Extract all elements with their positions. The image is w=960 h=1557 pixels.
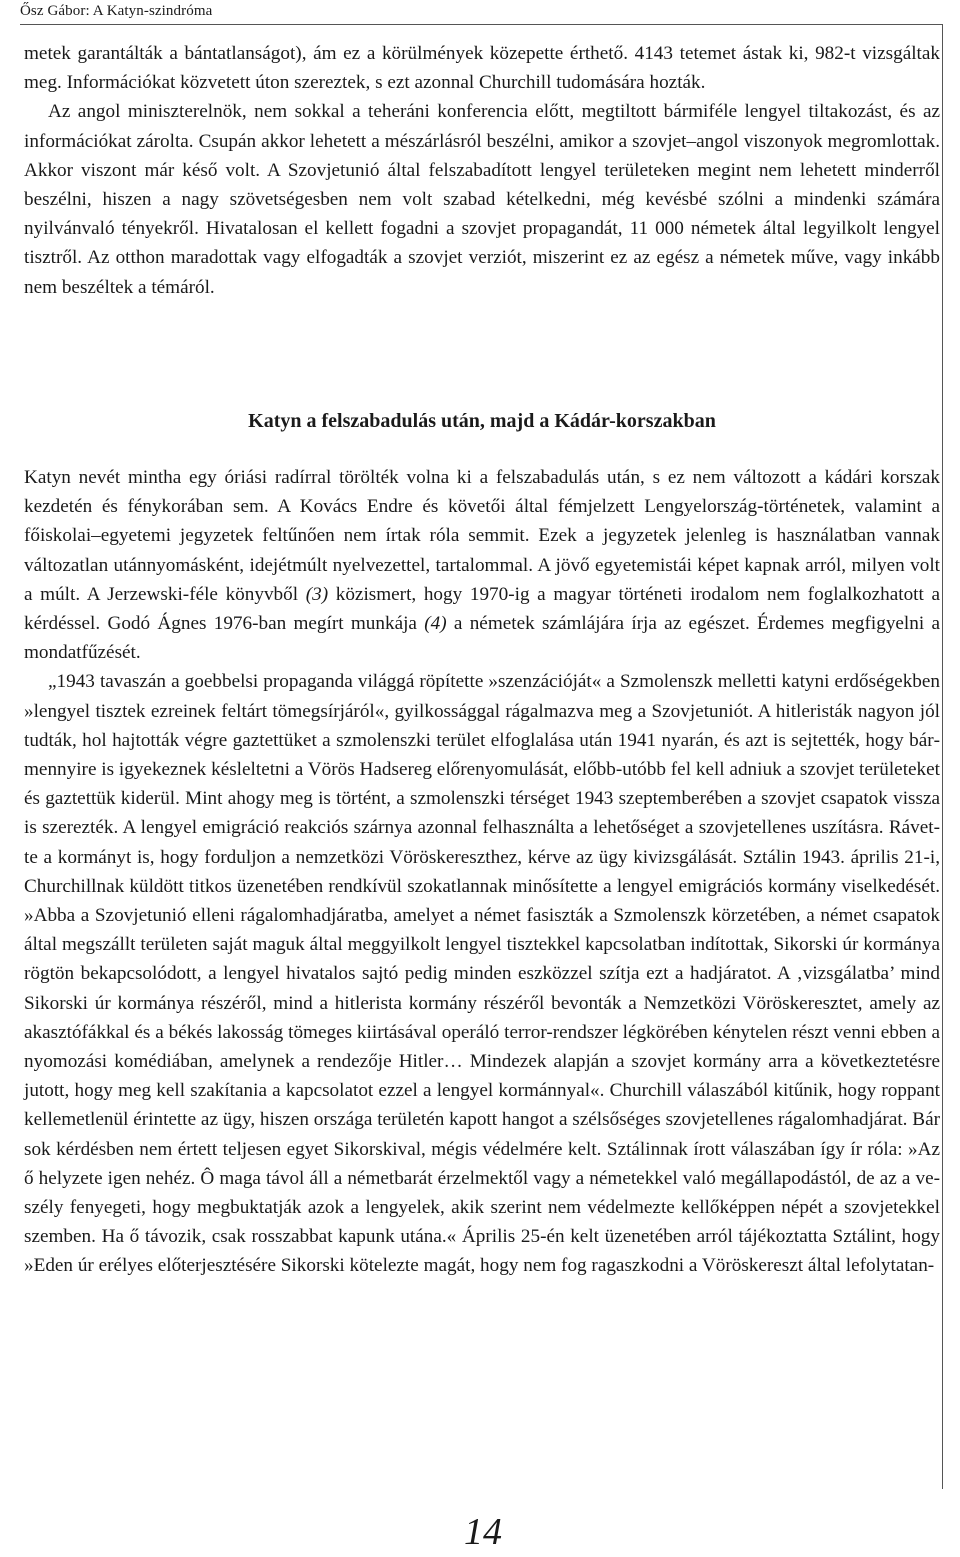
paragraph-text-part: a németek számlájára írja az egészet. Érdemes megfigyelni a mondatfűzését.: [24, 613, 940, 664]
paragraph-text-part: Katyn nevét mintha egy óriási radírral törölték volna ki a felszabadulás után, s ez nem változott a kádári korszak kezdetén és fénykorában sem. A Kovács Endre és követői által fémjelzett Lengyelország-történetek, valamint a főiskolai–egyetemi jegyzetek feltűnően nem írtak róla semmit. Ezek a jegyzetek jelenleg is használatban vannak változatlan utánnyomásként, idejétmúlt nyelvezettel, tartalommal. A jövő egyetemistái képet kapnak arról, milyen volt a múlt. A Jerzewski-féle könyvből: [24, 467, 940, 605]
reference-4: (4): [424, 613, 447, 635]
paragraph-katyn-erased: [24, 463, 940, 667]
running-head: Ősz Gábor: A Katyn-szindróma: [20, 3, 213, 19]
body-text-after-heading: [24, 463, 940, 1281]
margin-rule: [942, 24, 943, 1489]
body-text-before-heading: [24, 39, 940, 302]
section-heading: Katyn a felszabadulás után, majd a Kádár-korszakban: [248, 410, 716, 432]
paragraph-text-part: közismert, hogy 1970-ig a magyar történeti irodalom nem foglalkozhatott a kérdéssel. Godó Ágnes 1976-ban megírt munkája: [24, 583, 940, 635]
reference-3: (3): [305, 583, 329, 605]
page-number: 14: [464, 1511, 502, 1553]
header-rule: [20, 24, 942, 25]
paragraph-quotation: „1943 tavaszán a goebbelsi propaganda világgá röpítette »szenzációját« a Szmolenszk melletti katyni erdőségekben »lengyel tisztek ezreinek feltárt tömegsírjáról«, gyilkossággal rágalmazva meg a Szovjetuniót. A hitleristák nagyon jól tudták, hol hajtották végre gaztettüket a szmolenszki terület elfoglalása után 1941 nyarán, és azt is sejtették, hogy bármennyire is igyekeznek késleltetni a Vörös Hadsereg előrenyomulását, előbb-utóbb fel kell adniuk a szovjet területeket és gaztettük kiderül. Mint ahogy meg is történt, a szmolenszki térséget 1943 szeptemberében a szovjet csapatok vissza is szerezték. A lengyel emigráció reakciós szárnya azonnal felhasználta a lehetőséget a szovjetellenes uszításra. Rávette a kormányt is, hogy forduljon a nemzetközi Vöröskereszthez, kérve az ügy kivizsgálását. Sztálin 1943. április 21-i, Churchillnak küldött titkos üzenetében rendkívül szokatlannak minősítette a lengyel emigrációs kormány viselkedését. »Abba a Szovjetunió elleni rágalomhadjáratba, amelyet a német fasiszták a Szmolenszk körzetében, a német csapatok által megszállt területen saját maguk által meggyilkolt lengyel tisztekkel kapcsolatban indítottak, Sikorski úr kormánya rögtön bekapcsolódott, a lengyel hivatalos sajtó pedig minden eszközzel szítja ezt a hadjáratot. A ‚vizsgálatba’ mind Sikorski úr kormánya részéről, mind a hitlerista kormány részéről bevonták a Nemzetközi Vöröskeresztet, amely az akasztófákkal és a békés lakosság tömeges kiirtásával operáló terror-rendszer légkörében kénytelen részt venni ebben a nyomozási komédiában, amelynek a rendezője Hitler… Mindezek alapján a szovjet kormány arra a következtetésre jutott, hogy meg kell szakítania a kapcsolatot ezzel a lengyel kormánnyal«. Churchill válaszából kitűnik, hogy roppant kellemetlenül érintette az ügy, hiszen országa területén kapott hangot a szélsőséges szovjetellenes rágalomhadjárat. Bár sok kérdésben nem értett teljesen egyet Sikorskival, mégis védelmére kelt. Sztálinnak írott válaszában így ír róla: »Az ő helyzete igen nehéz. Ô maga távol áll a németbarát érzelmektől vagy a németekkel való megállapodástól, de az a veszély fenyegeti, hogy megbuktatják azok a lengyelek, akik szerint nem védelmezte kellőképpen népét a szovjetekkel szemben. Ha ő távozik, csak rosszabbat kapunk utána.« Április 25-én kelt üzenetében arról tájékoztatta Sztálint, hogy »Eden úr erélyes előterjesztésére Sikorski kötelezte magát, hogy nem fog ragaszkodni a Vöröskereszt által lefolytatan-: [24, 671, 940, 1277]
paragraph-churchill-ban: Az angol miniszterelnök, nem sokkal a teheráni konferencia előtt, megtiltott bármiféle lengyel tiltakozást, és az információkat zárolta. Csupán akkor lehetett a mészárlásról beszélni, amikor a szovjet–angol viszonyok megromlottak. Akkor viszont már késő volt. A Szovjetunió által felszabadított lengyel területeken megint nem lehetett minderről beszélni, hiszen a nagy szövetségesben nem volt szabad kételkedni, még kevésbé szólni a mindenki számára nyilvánvaló tényekről. Hivatalosan el kellett fogadni a szovjet propagandát, 11 000 németek által legyilkolt lengyel tisztről. Az otthon maradottak vagy elfogadták a szovjet verziót, miszerint ez az egész a németek műve, vagy inkább nem beszéltek a témáról.: [24, 101, 940, 298]
paragraph-continuation: metek garantálták a bántatlanságot), ám ez a körülmények közepette érthető. 4143 tetemet ástak ki, 982-t vizsgáltak meg. Információkat közvetett úton szereztek, s ezt azonnal Churchill tudomására hozták.: [24, 43, 940, 94]
